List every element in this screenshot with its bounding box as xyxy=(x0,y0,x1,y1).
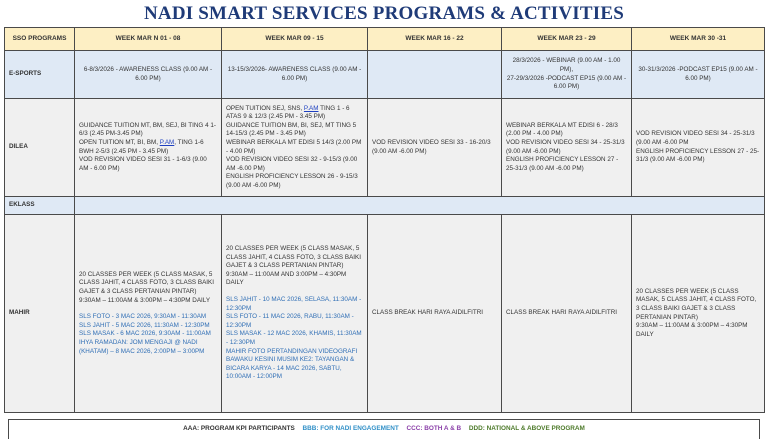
cell-line: 27-29/3/2026 -PODCAST EP15 (9.00 AM - 6.00 PM) xyxy=(506,74,627,91)
cell-line: ENGLISH PROFICIENCY LESSON 27 - 25-31/3 (9.00 AM -6.00 PM) xyxy=(506,156,619,172)
event-line: SLS MASAK - 12 MAC 2026, KHAMIS, 11:30AM - 12:30PM xyxy=(226,330,362,346)
cell-text: , TING 1-6 BWH 2-5/3 (2.45 PM - 3.45 PM) xyxy=(79,138,204,155)
cell-esports-w3 xyxy=(368,51,502,99)
pam-link[interactable]: P.AM xyxy=(303,104,319,112)
cell-line: VOD REVISION VIDEO SESI 34 - 25-31/3 (9.00 AM -6.00 PM xyxy=(636,130,755,146)
legend-aaa: AAA: PROGRAM KPI PARTICIPANTS xyxy=(183,425,295,432)
cell-line: 9:30AM – 11:00AM & 3:00PM – 4:30PM DAILY xyxy=(79,296,211,304)
page-title: NADI SMART SERVICES PROGRAMS & ACTIVITIES xyxy=(143,3,625,24)
cell-mahir-w5 xyxy=(632,215,765,413)
program-label: E-SPORTS xyxy=(5,51,75,99)
schedule-table xyxy=(4,27,765,413)
cell-dilea-w2 xyxy=(222,99,368,197)
cell-line: 9:30AM – 11:00AM AND 3:00PM – 4:30PM DAILY xyxy=(226,270,347,287)
cell-line: VOD REVISION VIDEO SESI 34 - 25-31/3 (9.00 AM -6.00 PM) xyxy=(506,138,625,155)
cell-text: TING 1 - 6 ATAS 9 & 12/3 (2.45 PM - 3.45 PM) xyxy=(226,104,350,121)
cell-eklass xyxy=(75,197,765,215)
legend xyxy=(8,419,760,439)
cell-line: ENGLISH PROFICIENCY LESSON 26 - 9-15/3 (9.00 AM -6.00 PM) xyxy=(226,173,358,189)
row-mahir xyxy=(5,215,765,413)
event-line: SLS JAHIT - 5 MAC 2026, 11:30AM - 12:30PM xyxy=(79,321,210,329)
program-label: EKLASS xyxy=(5,197,75,215)
header-week-1: WEEK MAR N 01 - 08 xyxy=(75,28,222,51)
cell-line: 20 CLASSES PER WEEK (5 CLASS MASAK, 5 CLASS JAHIT, 4 CLASS FOTO, 3 CLASS BAIKI GAJET & 3 CLASS PERTANIAN PINTAR) xyxy=(79,270,214,296)
cell-esports-w5: 30-31/3/2026 -PODCAST EP15 (9.00 AM - 6.00 PM) xyxy=(632,51,765,99)
header-week-2: WEEK MAR 09 - 15 xyxy=(222,28,368,51)
legend-ccc: CCC: BOTH A & B xyxy=(406,425,462,432)
event-line: SLS MASAK - 6 MAC 2026, 9:30AM - 11:00AM xyxy=(79,330,211,338)
cell-line xyxy=(226,105,363,122)
cell-esports-w4 xyxy=(502,51,632,99)
cell-line: VOD REVISION VIDEO SESI 31 - 1-6/3 (9.00 AM - 6.00 PM) xyxy=(79,156,207,172)
cell-line: 28/3/2026 - WEBINAR (9.00 AM - 1.00 PM), xyxy=(512,57,621,73)
event-line: SLS FOTO - 3 MAC 2026, 9:30AM - 11:30AM xyxy=(79,313,207,321)
pam-link[interactable]: P.AM xyxy=(159,138,175,146)
cell-mahir-w1 xyxy=(75,215,222,413)
cell-line xyxy=(79,139,217,156)
row-eklass xyxy=(5,197,765,215)
cell-text: OPEN TUITION SEJ, SNS, xyxy=(226,104,304,112)
cell-line: WEBINAR BERKALA MT EDISI 5 14/3 (2.00 PM - 4.00 PM) xyxy=(226,138,362,155)
cell-dilea-w4 xyxy=(502,99,632,197)
cell-line: GUIDANCE TUITION BM, BI, SEJ, MT TING 5 14-15/3 (2.45 PM - 3.45 PM) xyxy=(226,121,357,138)
row-esports xyxy=(5,51,765,99)
legend-ddd: DDD: NATIONAL & ABOVE PROGRAM xyxy=(468,425,585,432)
program-label: DILEA xyxy=(5,99,75,197)
event-line: SLS JAHIT - 10 MAC 2026, SELASA, 11:30AM - 12:30PM xyxy=(226,296,362,312)
legend-bbb: BBB: FOR NADI ENGAGEMENT xyxy=(302,425,399,432)
header-week-5: WEEK MAR 30 -31 xyxy=(632,28,765,51)
cell-text: OPEN TUITION MT, BI, BM, xyxy=(79,138,160,146)
cell-mahir-w2 xyxy=(222,215,368,413)
event-line: IHYA RAMADAN: JOM MENGAJI @ NADI (KHATAM) – 8 MAC 2026, 2:00PM – 3:00PM xyxy=(79,338,205,355)
cell-line: GUIDANCE TUITION MT, BM, SEJ, BI TING 4 1-6/3 (2.45 PM-3.45 PM) xyxy=(79,121,216,138)
cell-mahir-w4: CLASS BREAK HARI RAYA AIDILFITRI xyxy=(502,215,632,413)
cell-line: 9:30AM – 11:00AM & 3:00PM – 4:30PM DAILY xyxy=(636,322,748,338)
header-program: SSO PROGRAMS xyxy=(5,28,75,51)
cell-esports-w2: 13-15/3/2026- AWARENESS CLASS (9.00 AM - 6.00 PM) xyxy=(222,51,368,99)
header-week-3: WEEK MAR 16 - 22 xyxy=(368,28,502,51)
cell-dilea-w1 xyxy=(75,99,222,197)
cell-dilea-w3: VOD REVISION VIDEO SESI 33 - 16-20/3 (9.00 AM -6.00 PM) xyxy=(368,99,502,197)
cell-mahir-w3: CLASS BREAK HARI RAYA AIDILFITRI xyxy=(368,215,502,413)
cell-line: VOD REVISION VIDEO SESI 32 - 9-15/3 (9.00 AM -6.00 PM) xyxy=(226,156,358,172)
cell-line: ENGLISH PROFICIENCY LESSON 27 - 25-31/3 (9.00 AM -6.00 PM) xyxy=(636,147,760,164)
header-row xyxy=(5,28,765,51)
cell-esports-w1: 6-8/3/2026 - AWARENESS CLASS (9.00 AM - 6.00 PM) xyxy=(75,51,222,99)
cell-line: WEBINAR BERKALA MT EDISI 6 - 28/3 (2.00 PM - 4.00 PM) xyxy=(506,121,618,138)
header-week-4: WEEK MAR 23 - 29 xyxy=(502,28,632,51)
cell-line: 20 CLASSES PER WEEK (5 CLASS MASAK, 5 CLASS JAHIT, 4 CLASS FOTO, 3 CLASS BAIKI GAJET & 3 CLASS PERTANIAN PINTAR) xyxy=(636,287,757,321)
event-line: SLS FOTO - 11 MAC 2026, RABU, 11:30AM - 12:30PM xyxy=(226,313,354,329)
cell-dilea-w5 xyxy=(632,99,765,197)
event-line: MAHIR FOTO PERTANDINGAN VIDEOGRAFI BAWAKU KESINI MUSIM KE2: TAYANGAN & BICARA KARYA - 14 MAC 2026, SABTU, 10:00AM - 12:00PM xyxy=(226,347,358,381)
program-label: MAHIR xyxy=(5,215,75,413)
row-dilea xyxy=(5,99,765,197)
cell-line: 20 CLASSES PER WEEK (5 CLASS MASAK, 5 CLASS JAHIT, 4 CLASS FOTO, 3 CLASS BAIKI GAJET & 3 CLASS PERTANIAN PINTAR) xyxy=(226,245,361,270)
